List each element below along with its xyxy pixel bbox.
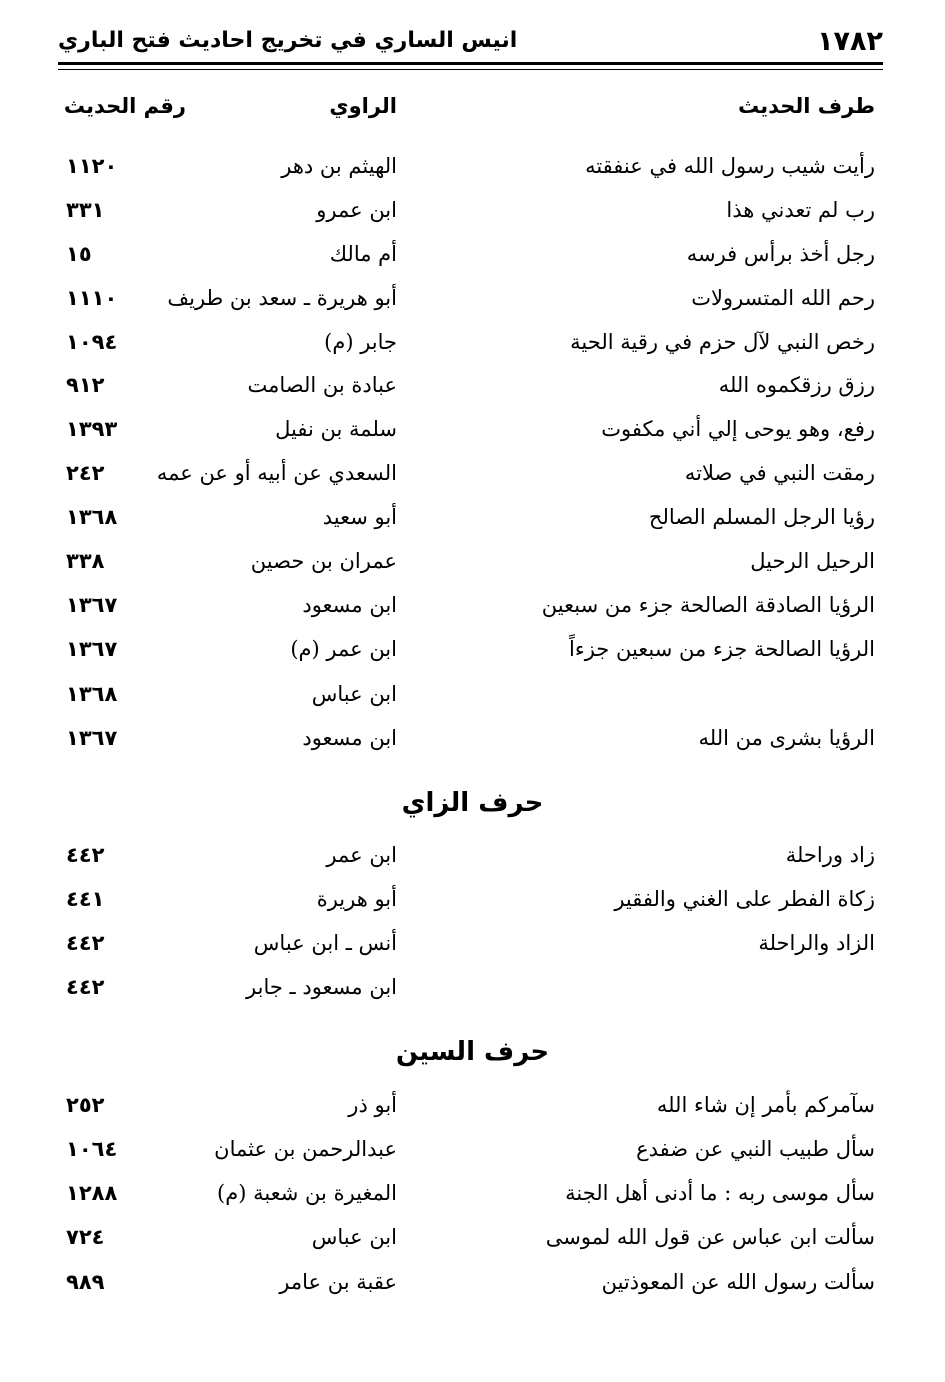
hadith-text: زكاة الفطر على الغني والفقير [614,887,875,911]
table-row [0,629,945,669]
narrator: ابن مسعود ـ جابر [246,975,397,999]
table-row [0,1217,945,1257]
hadith-text: سآمركم بأمر إن شاء الله [656,1093,875,1117]
hadith-number: ١١٢٠ [66,154,118,178]
narrator: السعدي عن أبيه أو عن عمه [156,461,397,485]
hadith-text: رحم الله المتسرولات [691,286,875,310]
narrator: ابن مسعود [302,593,397,617]
hadith-text: رخص النبي لآل حزم في رقية الحية [570,330,875,354]
narrator: ابن عباس [311,1225,397,1249]
table-row [0,453,945,493]
hadith-text: رجل أخذ برأس فرسه [686,242,875,266]
table-row [0,322,945,362]
column-header-number: رقم الحديث [63,94,186,118]
hadith-number: ٢٥٢ [66,1093,105,1117]
hadith-text: الرؤيا بشرى من الله [698,726,875,750]
hadith-number: ٩٨٩ [66,1270,105,1294]
hadith-text: رب لم تعدني هذا [726,198,875,222]
hadith-number: ٢٤٢ [66,461,105,485]
hadith-number: ١٣٦٨ [66,682,118,706]
table-row [0,541,945,581]
narrator: ابن عمر [326,843,397,867]
hadith-number: ٧٢٤ [66,1225,105,1249]
hadith-text: رزق رزقكموه الله [718,373,875,397]
narrator: ابن عباس [311,682,397,706]
narrator: أنس ـ ابن عباس [253,931,397,955]
narrator: عمران بن حصين [250,549,397,573]
book-title: انيس الساري في تخريج احاديث فتح الباري [58,28,518,53]
column-header-narrator: الراوي [329,94,397,118]
hadith-number: ١٣٩٣ [66,417,118,441]
table-row [0,1129,945,1169]
hadith-number: ١٠٩٤ [66,330,118,354]
narrator: أم مالك [329,242,397,266]
hadith-text: سألت ابن عباس عن قول الله لموسى [545,1225,875,1249]
page-number: ١٧٨٢ [817,26,883,57]
hadith-number: ١٠٦٤ [66,1137,118,1161]
table-row [0,923,945,963]
table-row [0,365,945,405]
hadith-number: ١٣٦٨ [66,505,118,529]
hadith-text: الزاد والراحلة [758,931,875,955]
hadith-text: الرؤيا الصالحة جزء من سبعين جزءاً [569,637,875,661]
hadith-text: الرحيل الرحيل [750,549,875,573]
narrator: أبو هريرة [316,887,397,911]
narrator: جابر (م) [324,330,397,354]
narrator: سلمة بن نفيل [275,417,397,441]
table-row [0,1262,945,1302]
narrator: المغيرة بن شعبة (م) [217,1181,397,1205]
narrator: عقبة بن عامر [279,1270,397,1294]
hadith-number: ١١١٠ [66,286,118,310]
narrator: ابن عمرو [316,198,397,222]
hadith-number: ١٣٦٧ [66,593,118,617]
table-row [0,1173,945,1213]
hadith-text: زاد وراحلة [785,843,875,867]
table-row [0,879,945,919]
table-row [0,190,945,230]
hadith-text: رأيت شيب رسول الله في عنفقته [585,154,875,178]
hadith-number: ٣٣٨ [66,549,105,573]
narrator: أبو سعيد [322,505,397,529]
header-rule-thin [58,69,883,70]
narrator: ابن عمر (م) [290,637,397,661]
hadith-number: ٤٤٢ [66,931,105,955]
table-row [0,234,945,274]
table-row [0,835,945,875]
column-headers [0,86,945,126]
hadith-number: ٣٣١ [66,198,105,222]
narrator: ابن مسعود [302,726,397,750]
running-header [58,20,883,66]
table-row [0,718,945,758]
narrator: الهيثم بن دهر [281,154,397,178]
header-rule-thick [58,62,883,65]
hadith-number: ١٥ [66,242,92,266]
narrator: عبادة بن الصامت [247,373,397,397]
table-row [0,967,945,1007]
hadith-number: ١٢٨٨ [66,1181,118,1205]
hadith-number: ١٣٦٧ [66,726,118,750]
hadith-number: ١٣٦٧ [66,637,118,661]
table-row [0,409,945,449]
table-row [0,278,945,318]
hadith-text: رمقت النبي في صلاته [684,461,875,485]
hadith-number: ٩١٢ [66,373,105,397]
table-row [0,1085,945,1125]
narrator: أبو ذر [348,1093,397,1117]
table-row [0,585,945,625]
narrator: عبدالرحمن بن عثمان [214,1137,397,1161]
hadith-text: رفع، وهو يوحى إلي أني مكفوت [601,417,875,441]
hadith-text: سألت رسول الله عن المعوذتين [601,1270,875,1294]
section-heading-zay: حرف الزاي [401,788,544,818]
column-header-text: طرف الحديث [737,94,875,118]
narrator: أبو هريرة ـ سعد بن طريف [167,286,397,310]
hadith-text: الرؤيا الصادقة الصالحة جزء من سبعين [541,593,875,617]
hadith-text: سأل طبيب النبي عن ضفدع [636,1137,875,1161]
hadith-number: ٤٤٢ [66,975,105,999]
hadith-number: ٤٤٢ [66,843,105,867]
table-row [0,497,945,537]
hadith-text: رؤيا الرجل المسلم الصالح [648,505,875,529]
table-row [0,146,945,186]
hadith-number: ٤٤١ [66,887,105,911]
section-heading-seen: حرف السين [395,1037,550,1067]
hadith-text: سأل موسى ربه : ما أدنى أهل الجنة [565,1181,875,1205]
table-row [0,674,945,714]
